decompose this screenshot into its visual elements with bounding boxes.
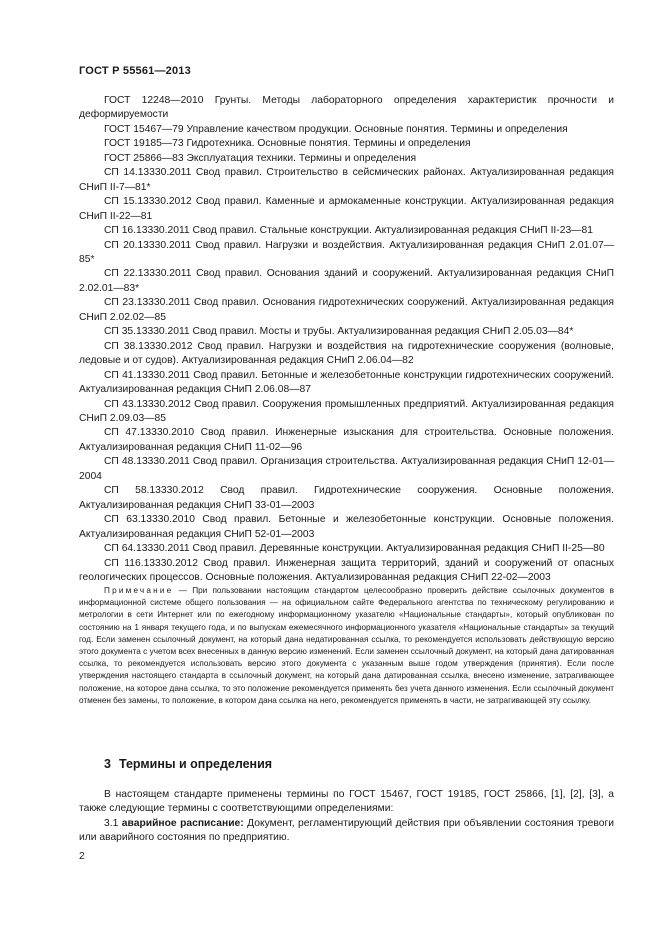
reference-item: СП 20.13330.2011 Свод правил. Нагрузки и воздействия. Актуализированная редакция СНиП 2.01.07—85* [79,239,614,265]
definition-item [79,817,614,845]
reference-item: ГОСТ 12248—2010 Грунты. Методы лабораторного определения характеристик прочности и деформируемости [79,95,614,121]
page-number: 2 [79,851,85,862]
note-paragraph [79,585,614,707]
reference-item: СП 43.13330.2012 Свод правил. Сооружения промышленных предприятий. Актуализированная редакция СНиП 2.09.03—85 [79,398,614,424]
definition-number: 3.1 [104,818,119,829]
reference-item: ГОСТ 25866—83 Эксплуатация техники. Термины и определения [104,152,417,164]
reference-item: ГОСТ 15467—79 Управление качеством продукции. Основные понятия. Термины и определения [104,123,568,135]
note-text: — При пользовании настоящим стандартом целесообразно проверить действие ссылочных документов в информационной системе общего пользования — на официальном сайте Федерального агентства по техническому регулированию и метрологии в сети Интернет или по ежегодному информационному указателю «Национальные стандарты», который опубликован по состоянию на 1 января текущего года, и по выпускам ежемесячного информационного указателя «Национальные стандарты» за текущий год. Если заменен ссылочный документ, на который дана недатированная ссылка, то рекомендуется использовать действующую версию этого документа с учетом всех внесенных в данную версию изменений. Если заменен ссылочный документ, на который дана датированная ссылка, то рекомендуется использовать версию этого документа с указанным выше годом утверждения (принятия). Если после утверждения настоящего стандарта в ссылочный документ, на который дана датированная ссылка, внесено изменение, затрагивающее положение, на которое дана ссылка, то это положение рекомендуется применять без учета данного изменения. Если ссылочный документ отменен без замены, то положение, в котором дана ссылка на него, рекомендуется применять в части, не затрагивающей эту ссылку. [79,586,615,705]
reference-item: СП 58.13330.2012 Свод правил. Гидротехнические сооружения. Основные положения. Актуализированная редакция СНиП 33-01—2003 [79,485,614,511]
reference-item: СП 116.13330.2012 Свод правил. Инженерная защита территорий, зданий и сооружений от опасных геологических процессов. Основные положения. Актуализированная редакция СНиП 22-02—2003 [79,557,614,583]
normative-references-list [79,94,614,585]
reference-item: СП 48.13330.2011 Свод правил. Организация строительства. Актуализированная редакция СНиП 12-01—2004 [79,456,614,482]
section-title: Термины и определения [118,757,273,771]
reference-item: СП 38.13330.2012 Свод правил. Нагрузки и воздействия на гидротехнические сооружения (волновые, ледовые и от судов). Актуализированная редакция СНиП 2.06.04—82 [79,340,614,367]
document-header-id: ГОСТ Р 55561—2013 [79,65,191,77]
reference-item: СП 16.13330.2011 Свод правил. Стальные конструкции. Актуализированная редакция СНиП II-23—81 [104,225,593,237]
note-label: Примечание [104,586,174,595]
reference-item: СП 63.13330.2010 Свод правил. Бетонные и железобетонные конструкции. Основные положения. Актуализированная редакция СНиП 52-01—2003 [79,514,614,540]
section-heading [104,757,272,771]
reference-item: СП 41.13330.2011 Свод правил. Бетонные и железобетонные конструкции гидротехнических сооружений. Актуализированная редакция СНиП 2.06.08—87 [79,369,614,396]
reference-item: ГОСТ 19185—73 Гидротехника. Основные понятия. Термины и определения [104,138,471,150]
definition-text: Документ, регламентирующий действия при объявлении состояния тревоги или аварийного состояния по предприятию. [79,818,614,844]
section-intro: В настоящем стандарте применены термины по ГОСТ 15467, ГОСТ 19185, ГОСТ 25866, [1], [2], [3], а также следующие термины с соответствующими определениями: [79,789,614,815]
reference-item: СП 64.13330.2011 Свод правил. Деревянные конструкции. Актуализированная редакция СНиП II-25—80 [104,543,605,555]
reference-item: СП 14.13330.2011 Свод правил. Строительство в сейсмических районах. Актуализированная редакция СНиП II-7—81* [79,167,614,193]
reference-item: СП 47.13330.2010 Свод правил. Инженерные изыскания для строительства. Основные положения. Актуализированная редакция СНиП 11-02—96 [79,427,614,453]
definition-term: аварийное расписание: [121,818,244,829]
section-number: 3 [104,757,111,771]
reference-item: СП 35.13330.2011 Свод правил. Мосты и трубы. Актуализированная редакция СНиП 2.05.03—84* [104,326,574,338]
reference-item: СП 15.13330.2012 Свод правил. Каменные и армокаменные конструкции. Актуализированная редакция СНиП II-22—81 [79,196,614,222]
reference-item: СП 22.13330.2011 Свод правил. Основания зданий и сооружений. Актуализированная редакция СНиП 2.02.01—83* [79,268,614,294]
reference-item: СП 23.13330.2011 Свод правил. Основания гидротехнических сооружений. Актуализированная редакция СНиП 2.02.02—85 [79,297,614,323]
